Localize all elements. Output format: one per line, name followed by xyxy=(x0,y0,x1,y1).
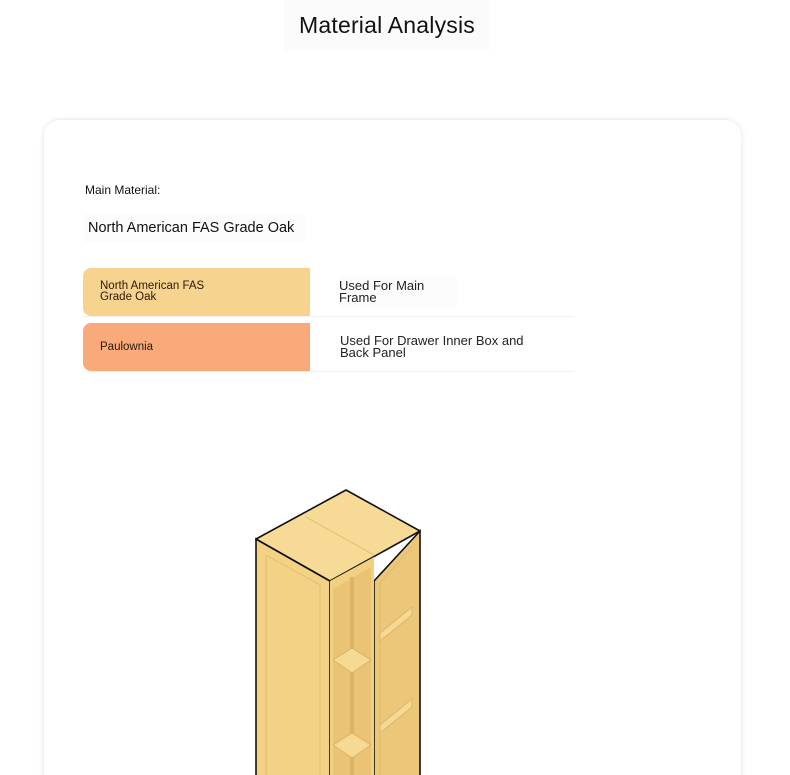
material-row xyxy=(83,268,574,317)
material-usage-text: Used For Main Frame xyxy=(339,276,457,308)
material-swatch xyxy=(83,323,310,371)
material-usage-text: Used For Drawer Inner Box and Back Panel xyxy=(340,333,524,360)
material-usage xyxy=(340,323,540,371)
material-row xyxy=(83,323,574,372)
cabinet-right-side xyxy=(374,531,420,775)
material-card xyxy=(44,120,741,775)
page-title: Material Analysis xyxy=(284,0,490,50)
material-swatch xyxy=(83,268,310,316)
bookshelf-cabinet-illustration xyxy=(254,485,434,775)
material-name: North American FAS Grade Oak xyxy=(100,280,205,303)
material-name: Paulownia xyxy=(100,340,154,353)
material-usage xyxy=(339,268,457,316)
main-material-label: Main Material: xyxy=(85,183,161,197)
main-material-value: North American FAS Grade Oak xyxy=(84,214,306,242)
